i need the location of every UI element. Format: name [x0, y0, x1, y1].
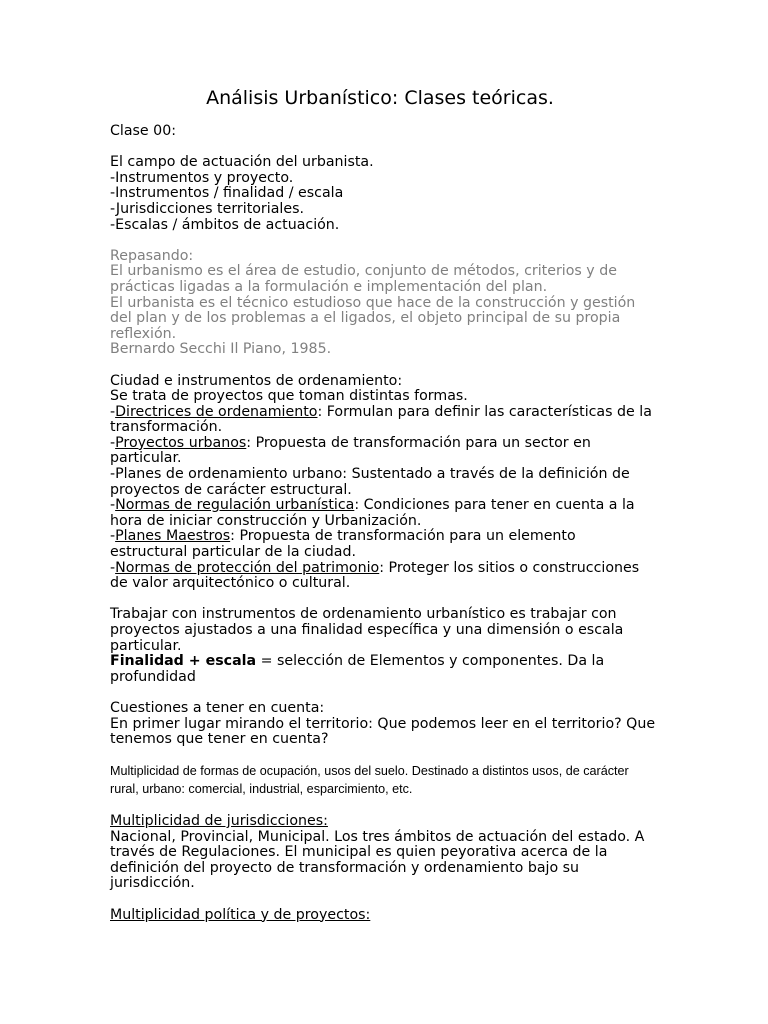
- repasando-line: reflexión.: [110, 325, 177, 342]
- document-title: Análisis Urbanístico: Clases teóricas.: [206, 87, 554, 109]
- maestros-line: [110, 529, 670, 545]
- jurisdicciones-line: través de Regulaciones. El municipal es quien peyorativa acerca de la: [110, 844, 608, 861]
- cuestiones-line: tenemos que tener en cuenta?: [110, 731, 329, 748]
- jurisdicciones-line: Nacional, Provincial, Municipal. Los tres ámbitos de actuación del estado. A: [110, 828, 645, 845]
- maestros-term: Planes Maestros: [115, 528, 231, 545]
- patrimonio-text: : Proteger los sitios o construcciones: [379, 559, 640, 576]
- finalidad-text: = selección de Elementos y componentes. Da la: [256, 653, 605, 670]
- directrices-text: : Formulan para definir las características de la: [317, 403, 652, 420]
- cuestiones-line: En primer lugar mirando el territorio: Que podemos leer en el territorio? Que: [110, 715, 656, 732]
- trabajar-line: particular.: [110, 637, 182, 654]
- proyectos-term: Proyectos urbanos: [115, 434, 247, 451]
- finalidad-line: [110, 654, 670, 670]
- normas-line: [110, 498, 670, 514]
- ciudad-heading: Ciudad e instrumentos de ordenamiento:: [110, 372, 403, 389]
- document-page: [110, 86, 670, 923]
- trabajar-last: profundidad: [110, 668, 196, 685]
- proyectos-cont: particular.: [110, 450, 182, 467]
- patrimonio-term: Normas de protección del patrimonio: [115, 559, 380, 576]
- formas-line: rural, urbano: comercial, industrial, esparcimiento, etc.: [110, 781, 413, 796]
- list-dash: -: [110, 559, 116, 576]
- planes-line: -Planes de ordenamiento urbano: Sustentado a través de la definición de: [110, 466, 630, 483]
- campo-item: -Jurisdicciones territoriales.: [110, 200, 304, 217]
- spacer: [110, 592, 670, 608]
- repasando-line: prácticas ligadas a la formulación e implementación del plan.: [110, 278, 548, 295]
- list-dash: -: [110, 403, 116, 420]
- campo-heading: El campo de actuación del urbanista.: [110, 154, 374, 171]
- maestros-cont: estructural particular de la ciudad.: [110, 544, 356, 561]
- finalidad-bold: Finalidad + escala: [110, 653, 257, 670]
- normas-text: : Condiciones para tener en cuenta a la: [354, 497, 635, 514]
- trabajar-line: Trabajar con instrumentos de ordenamiento urbanístico es trabajar con: [110, 606, 617, 623]
- directrices-line: [110, 405, 670, 421]
- formas-block: [110, 763, 670, 798]
- list-dash: -: [110, 434, 116, 451]
- patrimonio-cont: de valor arquitectónico o cultural.: [110, 575, 351, 592]
- list-dash: -: [110, 497, 116, 514]
- patrimonio-line: [110, 561, 670, 577]
- jurisdicciones-heading: Multiplicidad de jurisdicciones:: [110, 812, 328, 829]
- repasando-line: Repasando:: [110, 247, 194, 264]
- directrices-cont: transformación.: [110, 419, 223, 436]
- cuestiones-heading: Cuestiones a tener en cuenta:: [110, 699, 325, 716]
- repasando-line: del plan y de los problemas a el ligados, el objeto principal de su propia: [110, 310, 621, 327]
- class-label: Clase 00:: [110, 123, 177, 139]
- maestros-text: : Propuesta de transformación para un elemento: [230, 528, 576, 545]
- repasando-block: [110, 249, 670, 358]
- proyectos-line: [110, 436, 670, 452]
- campo-item: -Instrumentos y proyecto.: [110, 169, 294, 186]
- campo-item: -Instrumentos / finalidad / escala: [110, 185, 344, 202]
- spacer: [110, 892, 670, 908]
- trabajar-line: proyectos ajustados a una finalidad específica y una dimensión o escala: [110, 622, 624, 638]
- planes-cont: proyectos de carácter estructural.: [110, 481, 352, 498]
- formas-line: Multiplicidad de formas de ocupación, usos del suelo. Destinado a distintos usos, de carácter: [110, 764, 629, 779]
- jurisdicciones-line: definición del proyecto de transformación y ordenamiento bajo su: [110, 859, 580, 876]
- spacer: [110, 798, 670, 814]
- proyectos-text: : Propuesta de transformación para un sector en: [246, 434, 591, 451]
- repasando-citation: Bernardo Secchi Il Piano, 1985.: [110, 341, 332, 358]
- spacer: [110, 140, 670, 156]
- normas-cont: hora de iniciar construcción y Urbanización.: [110, 512, 422, 529]
- repasando-line: El urbanismo es el área de estudio, conjunto de métodos, criterios y de: [110, 263, 617, 280]
- repasando-line: El urbanista es el técnico estudioso que hace de la construcción y gestión: [110, 294, 636, 311]
- list-dash: -: [110, 528, 116, 545]
- campo-item: -Escalas / ámbitos de actuación.: [110, 216, 340, 233]
- spacer: [110, 233, 670, 249]
- ciudad-intro: Se trata de proyectos que toman distintas formas.: [110, 388, 468, 405]
- spacer: [110, 748, 670, 764]
- normas-term: Normas de regulación urbanística: [115, 497, 355, 514]
- politica-heading: Multiplicidad política y de proyectos:: [110, 906, 371, 923]
- directrices-term: Directrices de ordenamiento: [115, 403, 318, 420]
- jurisdicciones-line: jurisdicción.: [110, 875, 195, 892]
- spacer: [110, 685, 670, 701]
- spacer: [110, 358, 670, 374]
